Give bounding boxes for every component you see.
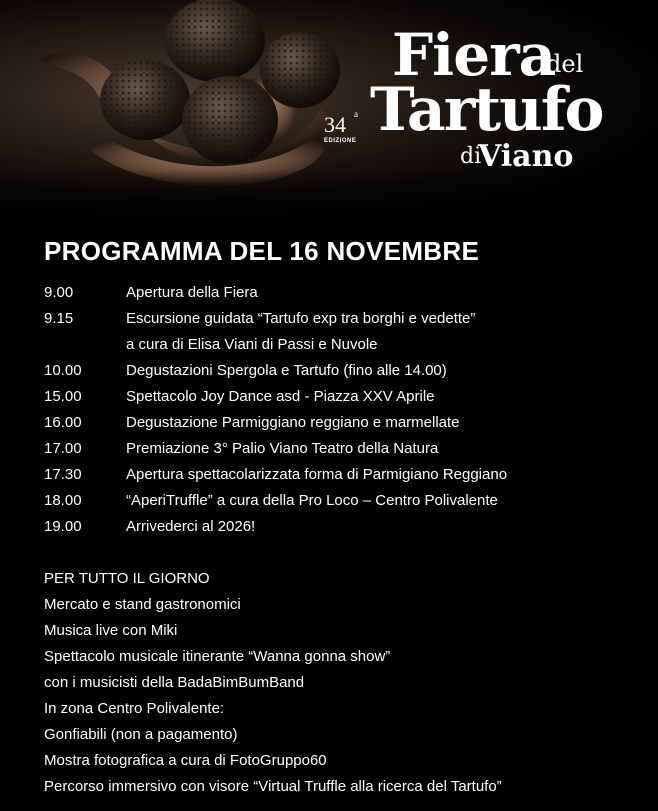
program-schedule (44, 280, 644, 540)
schedule-row (44, 280, 644, 306)
edition-superscript: a (354, 109, 358, 119)
logo-word-di: di (460, 144, 482, 169)
schedule-time: 19.00 (44, 518, 82, 535)
all-day-item: In zona Centro Polivalente: (44, 700, 225, 717)
schedule-time: 15.00 (44, 388, 82, 405)
logo-word-fiera: Fiera (392, 21, 556, 89)
schedule-row (44, 436, 644, 462)
schedule-row (44, 358, 644, 384)
logo-word-viano: Viano (478, 139, 574, 174)
schedule-event: Apertura della Fiera (126, 284, 258, 301)
schedule-event: Apertura spettacolarizzata forma di Parmigiano Reggiano (126, 466, 508, 483)
schedule-row (44, 306, 644, 358)
all-day-item: Percorso immersivo con visore “Virtual Truffle alla ricerca del Tartufo” (44, 778, 502, 795)
all-day-item: Gonfiabili (non a pagamento) (44, 726, 238, 743)
all-day-item: Musica live con Miki (44, 622, 178, 639)
logo-word-tartufo: Tartufo (370, 75, 603, 145)
schedule-row (44, 514, 644, 540)
fiera-logo (320, 21, 640, 190)
schedule-event (126, 306, 644, 358)
edition-number: 34 (324, 112, 346, 137)
hero-image (0, 0, 658, 225)
logo-word-del: del (546, 50, 584, 78)
schedule-time: 10.00 (44, 362, 82, 379)
all-day-heading: PER TUTTO IL GIORNO (44, 570, 210, 587)
schedule-time: 17.30 (44, 466, 82, 483)
schedule-event: Degustazioni Spergola e Tartufo (fino alle 14.00) (126, 362, 447, 379)
schedule-event: Premiazione 3° Palio Viano Teatro della Natura (126, 440, 439, 457)
edition-label: EDIZIONE (324, 138, 357, 144)
schedule-time: 18.00 (44, 492, 82, 509)
schedule-event: Degustazione Parmiggiano reggiano e marmellate (126, 414, 460, 431)
schedule-row (44, 384, 644, 410)
all-day-item: Mostra fotografica a cura di FotoGruppo60 (44, 752, 327, 769)
schedule-event-title: Escursione guidata “Tartufo exp tra borghi e vedette” (126, 310, 476, 327)
schedule-time: 9.15 (44, 310, 74, 327)
schedule-time: 16.00 (44, 414, 82, 431)
all-day-item: con i musicisti della BadaBimBumBand (44, 674, 305, 691)
schedule-event: Arrivederci al 2026! (126, 518, 256, 535)
schedule-event: Spettacolo Joy Dance asd - Piazza XXV Aprile (126, 388, 435, 405)
schedule-row (44, 462, 644, 488)
all-day-item: Spettacolo musicale itinerante “Wanna gonna show” (44, 648, 391, 665)
schedule-event-subtitle: a cura di Elisa Viani di Passi e Nuvole (126, 336, 378, 353)
all-day-section (44, 566, 644, 800)
schedule-event: “AperiTruffle” a cura della Pro Loco – Centro Polivalente (126, 492, 498, 509)
schedule-row (44, 488, 644, 514)
schedule-time: 17.00 (44, 440, 82, 457)
program-title: PROGRAMMA DEL 16 NOVEMBRE (44, 236, 480, 266)
schedule-time: 9.00 (44, 284, 74, 301)
schedule-row (44, 410, 644, 436)
all-day-item: Mercato e stand gastronomici (44, 596, 241, 613)
